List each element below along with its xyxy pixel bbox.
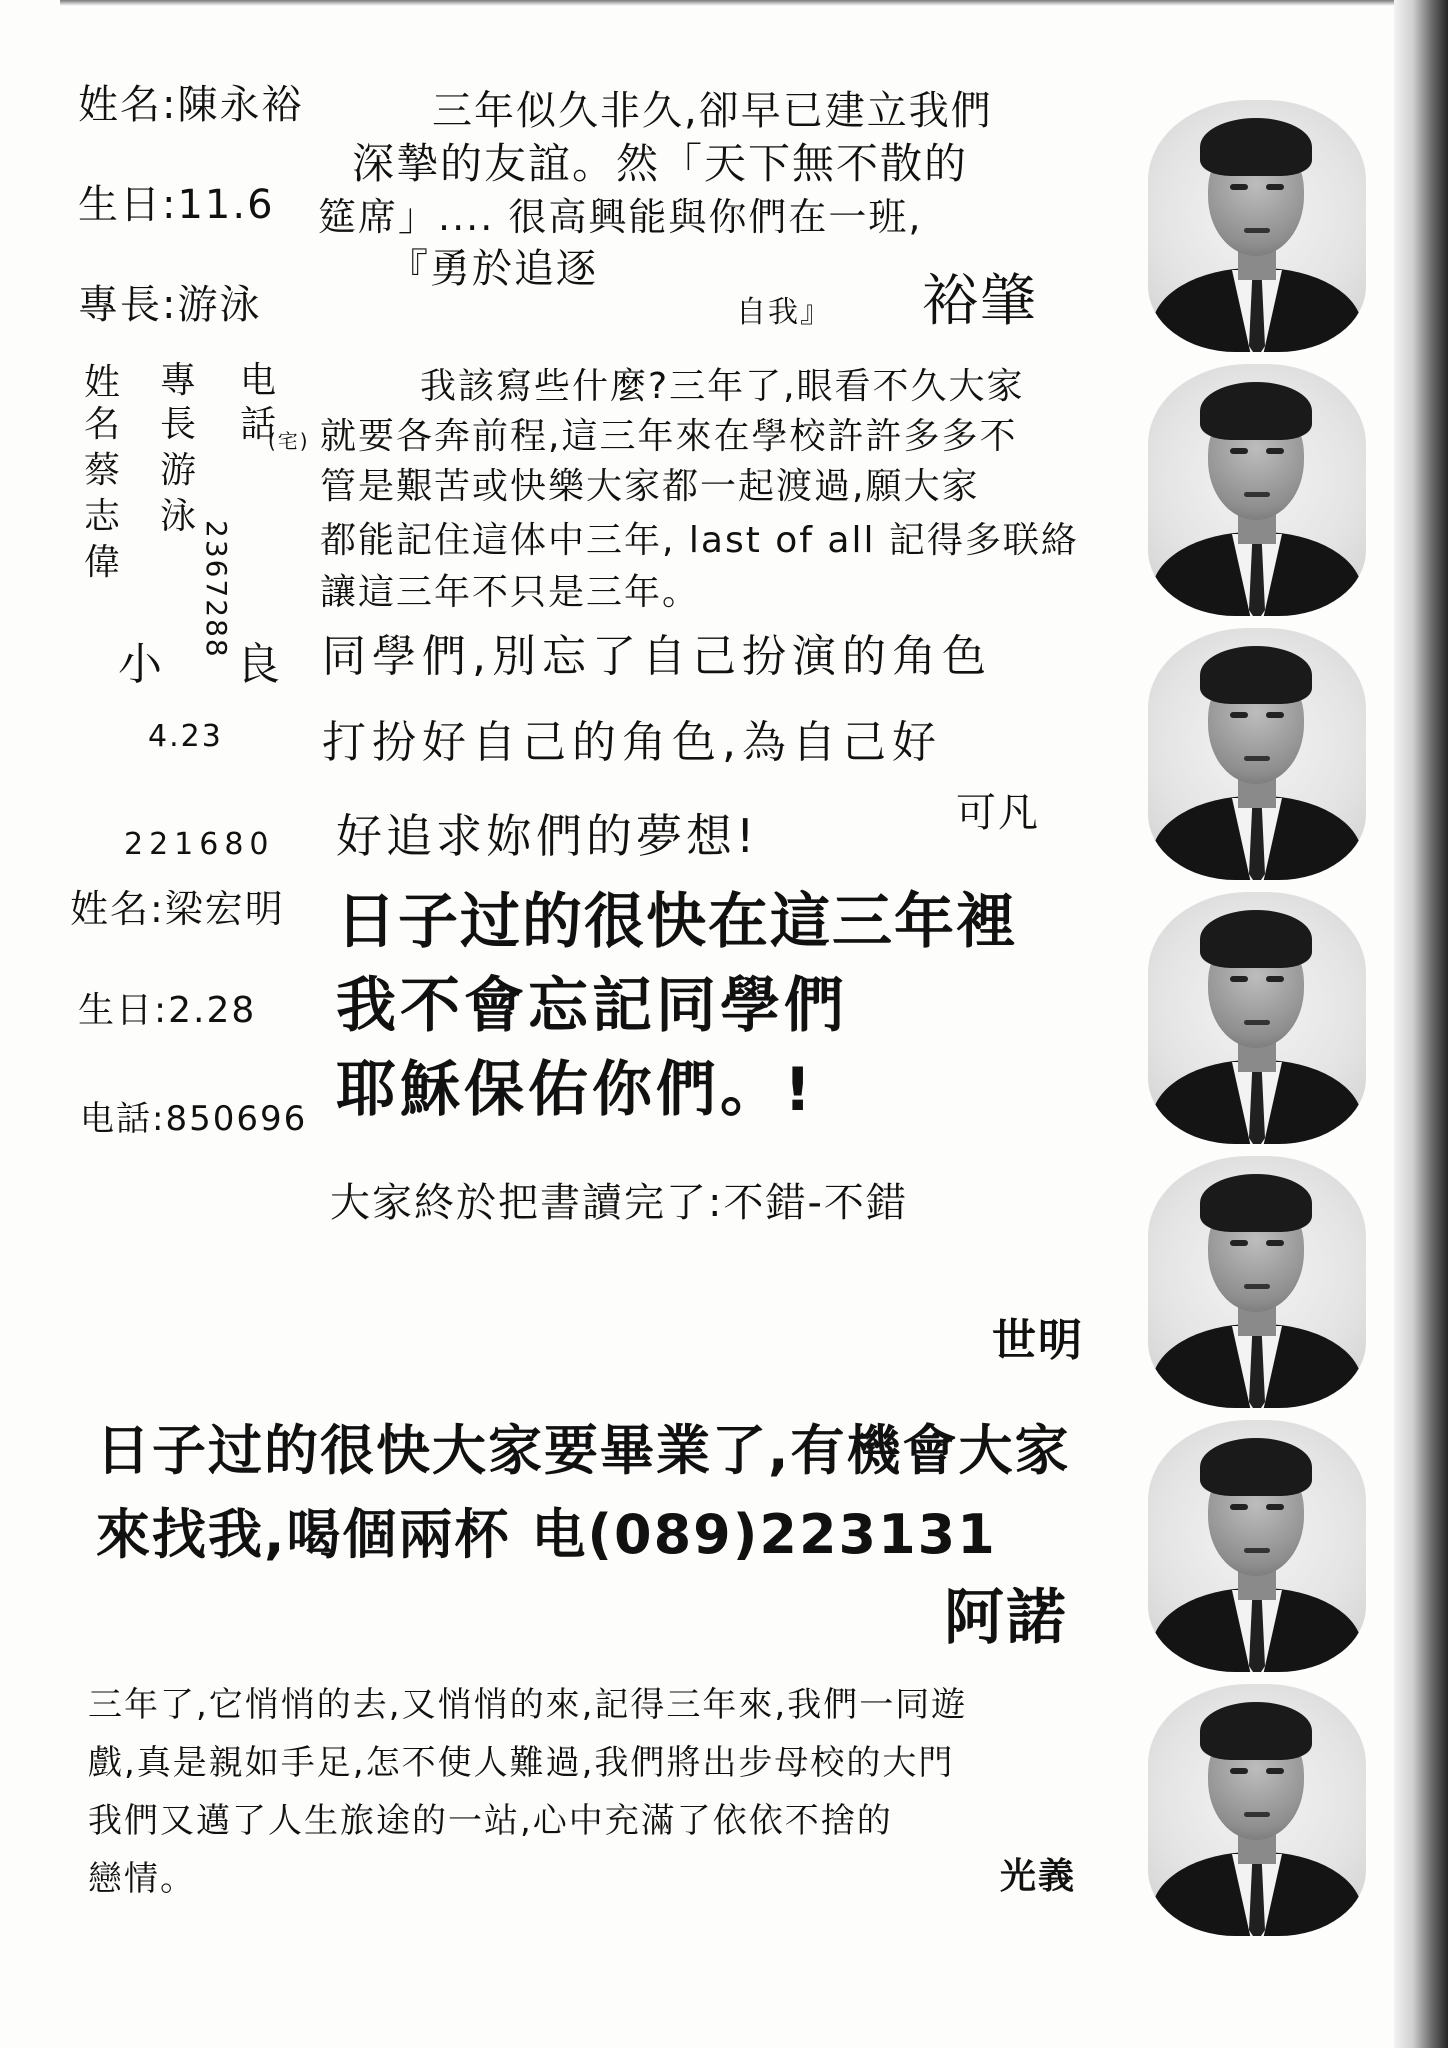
entry2-col1-4: 偉 [84, 542, 123, 583]
entry3-msg-line3: 好追求妳們的夢想! [336, 809, 759, 863]
entry4-msg-line1: 日子过的很快在這三年裡 [336, 887, 1018, 957]
entry5-signature: 世明 [992, 1315, 1084, 1366]
page-top-edge [60, 0, 1394, 6]
entry7-msg-line2: 戲,真是親如手足,怎不使人難過,我們將出步母校的大門 [88, 1743, 955, 1783]
entry7-signature: 光義 [1000, 1856, 1077, 1897]
entry1-msg-line4: 『勇於追逐 [388, 246, 598, 292]
entry7-msg-line4: 戀情。 [88, 1859, 196, 1899]
entry2-msg-line5: 讓這三年不只是三年。 [320, 572, 701, 613]
portrait-column [1148, 100, 1368, 1940]
entry1-specialty: 專長:游泳 [78, 282, 262, 328]
entry7-msg-line1: 三年了,它悄悄的去,又悄悄的來,記得三年來,我們一同遊 [88, 1685, 968, 1725]
portrait-2 [1148, 364, 1366, 616]
entry6-msg-line1: 日子过的很快大家要畢業了,有機會大家 [96, 1419, 1071, 1482]
entry3-msg-line1: 同學們,別忘了自己扮演的角色 [322, 631, 992, 682]
entry2-col2-1: 長 [160, 404, 199, 445]
entry1-msg-line3: 筵席」.... 很高興能與你們在一班, [318, 195, 923, 239]
entry3-birthday: 4.23 [148, 719, 223, 754]
portrait-4 [1148, 892, 1366, 1144]
entry1-msg-line2: 深摯的友誼。然「天下無不散的 [352, 139, 969, 188]
entry2-msg-line4: 都能記住這体中三年, last of all 記得多联絡 [320, 520, 1079, 561]
portrait-3 [1148, 628, 1366, 880]
entry3-nickname-2: 良 [236, 639, 282, 690]
entry3-nickname-1: 小 [118, 639, 222, 690]
portrait-1 [1148, 100, 1366, 352]
entry1-msg-line1: 三年似久非久,卻早已建立我們 [432, 88, 993, 134]
entry3-signature: 可凡 [956, 790, 1040, 836]
entry2-col1-0: 姓 [84, 362, 123, 403]
entry2-msg-line2: 就要各奔前程,這三年來在學校許許多多不 [320, 416, 1018, 457]
entry1-birthday: 生日:11.6 [78, 182, 275, 228]
entry2-col1-3: 志 [84, 496, 123, 537]
entry4-birthday: 生日:2.28 [78, 990, 257, 1031]
entry1-signature: 裕肇 [922, 269, 1038, 334]
entry7-msg-line3: 我們又邁了人生旅途的一站,心中充滿了依依不捨的 [88, 1801, 893, 1841]
entry4-msg-line3: 耶穌保佑你們。! [336, 1055, 816, 1125]
entry6-msg-line2: 來找我,喝個兩杯 电(089)223131 [96, 1503, 997, 1566]
entry2-col2-2: 游 [160, 450, 199, 491]
entry2-col2-3: 泳 [160, 496, 199, 537]
entry2-msg-line3: 管是艱苦或快樂大家都一起渡過,願大家 [320, 466, 980, 507]
entry5-msg: 大家終於把書讀完了:不錯-不錯 [330, 1180, 908, 1226]
portrait-6 [1148, 1420, 1366, 1672]
entry2-col2-0: 專 [160, 360, 199, 401]
entry2-col1-2: 蔡 [84, 450, 123, 491]
entry2-col3-1: 話 [240, 404, 279, 445]
book-binding-edge [1394, 0, 1448, 2048]
entry2-col1-1: 名 [84, 404, 123, 445]
entry4-phone: 电話:850696 [80, 1099, 308, 1139]
entry1-name: 姓名:陳永裕 [78, 82, 304, 128]
portrait-5 [1148, 1156, 1366, 1408]
entry3-msg-line2: 打扮好自己的角色,為自己好 [322, 717, 942, 768]
entry2-col3-3: 2367288 [200, 520, 233, 659]
entry3-phone: 221680 [124, 827, 275, 862]
entry2-msg-line1: 我該寫些什麼?三年了,眼看不久大家 [420, 366, 1025, 407]
entry2-col3-0: 电 [240, 360, 279, 401]
entry2-col3-2: (宅) [268, 429, 310, 453]
entry4-msg-line2: 我不會忘記同學們 [336, 971, 848, 1041]
entry1-msg-line5: 自我』 [736, 295, 832, 330]
portrait-7 [1148, 1684, 1366, 1936]
entry4-name: 姓名:梁宏明 [70, 887, 285, 931]
entry6-signature: 阿諾 [944, 1583, 1068, 1653]
